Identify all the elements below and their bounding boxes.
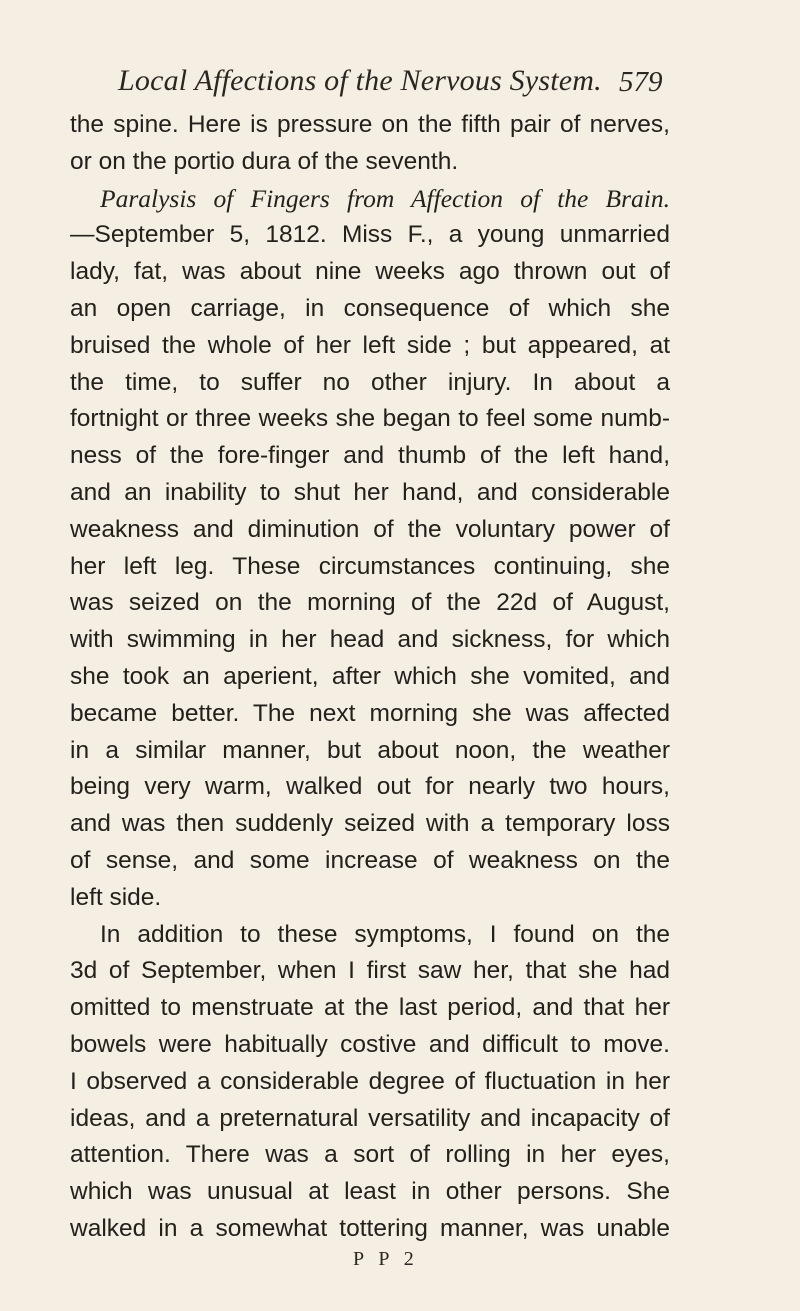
- text-line: the spine. Here is pressure on the fifth pair of nerves,: [70, 111, 670, 138]
- text-line: bruised the whole of her left side ; but appeared, at: [70, 331, 670, 359]
- text-line: became better. The next morning she was affected: [70, 699, 670, 727]
- text-line: fortnight or three weeks she began to feel some numb-: [70, 405, 670, 433]
- text-line: ness of the fore-finger and thumb of the left hand,: [70, 442, 670, 470]
- page-number: 579: [619, 66, 663, 98]
- section-heading-line: [70, 181, 670, 218]
- text-line: lady, fat, was about nine weeks ago thrown out of: [70, 258, 670, 286]
- text-line: in a similar manner, but about noon, the weather: [70, 736, 670, 764]
- text-line: the time, to suffer no other injury. In about a: [70, 368, 670, 396]
- text-line: walked in a somewhat tottering manner, was unable: [70, 1214, 670, 1242]
- text-line: and was then suddenly seized with a temporary loss: [70, 810, 670, 838]
- text-line: attention. There was a sort of rolling in her eyes,: [70, 1141, 670, 1169]
- text-line: ideas, and a preternatural versatility and incapacity of: [70, 1104, 670, 1132]
- text-line: she took an aperient, after which she vomited, and: [70, 662, 670, 690]
- text-line: of sense, and some increase of weakness on the: [70, 846, 670, 874]
- text-line: In addition to these symptoms, I found on the: [100, 920, 670, 948]
- signature-mark: P P 2: [353, 1248, 419, 1270]
- text-line: bowels were habitually costive and difficult to move.: [70, 1030, 670, 1058]
- text-line: left side.: [70, 883, 162, 911]
- section-heading: Paralysis of Fingers from Affection of the Brain.: [100, 183, 670, 213]
- text-line: —September 5, 1812. Miss F., a young unmarried: [70, 221, 670, 249]
- text-line: which was unusual at least in other persons. She: [70, 1178, 670, 1206]
- text-line: or on the portio dura of the seventh.: [70, 147, 459, 175]
- body-text: [70, 107, 670, 1248]
- text-line: with swimming in her head and sickness, for which: [70, 626, 670, 654]
- text-line: I observed a considerable degree of fluctuation in her: [70, 1067, 670, 1095]
- running-title: Local Affections of the Nervous System.: [118, 64, 602, 97]
- text-line: 3d of September, when I first saw her, that she had: [70, 957, 670, 985]
- text-line: was seized on the morning of the 22d of August,: [70, 589, 670, 617]
- text-line: her left leg. These circumstances continuing, she: [70, 552, 670, 580]
- text-line: an open carriage, in consequence of which she: [70, 294, 670, 322]
- text-line: being very warm, walked out for nearly two hours,: [70, 773, 670, 801]
- text-line: weakness and diminution of the voluntary power of: [70, 515, 670, 543]
- page-header: [0, 64, 800, 106]
- text-line: omitted to menstruate at the last period, and that her: [70, 994, 670, 1022]
- text-line: and an inability to shut her hand, and considerable: [70, 478, 670, 506]
